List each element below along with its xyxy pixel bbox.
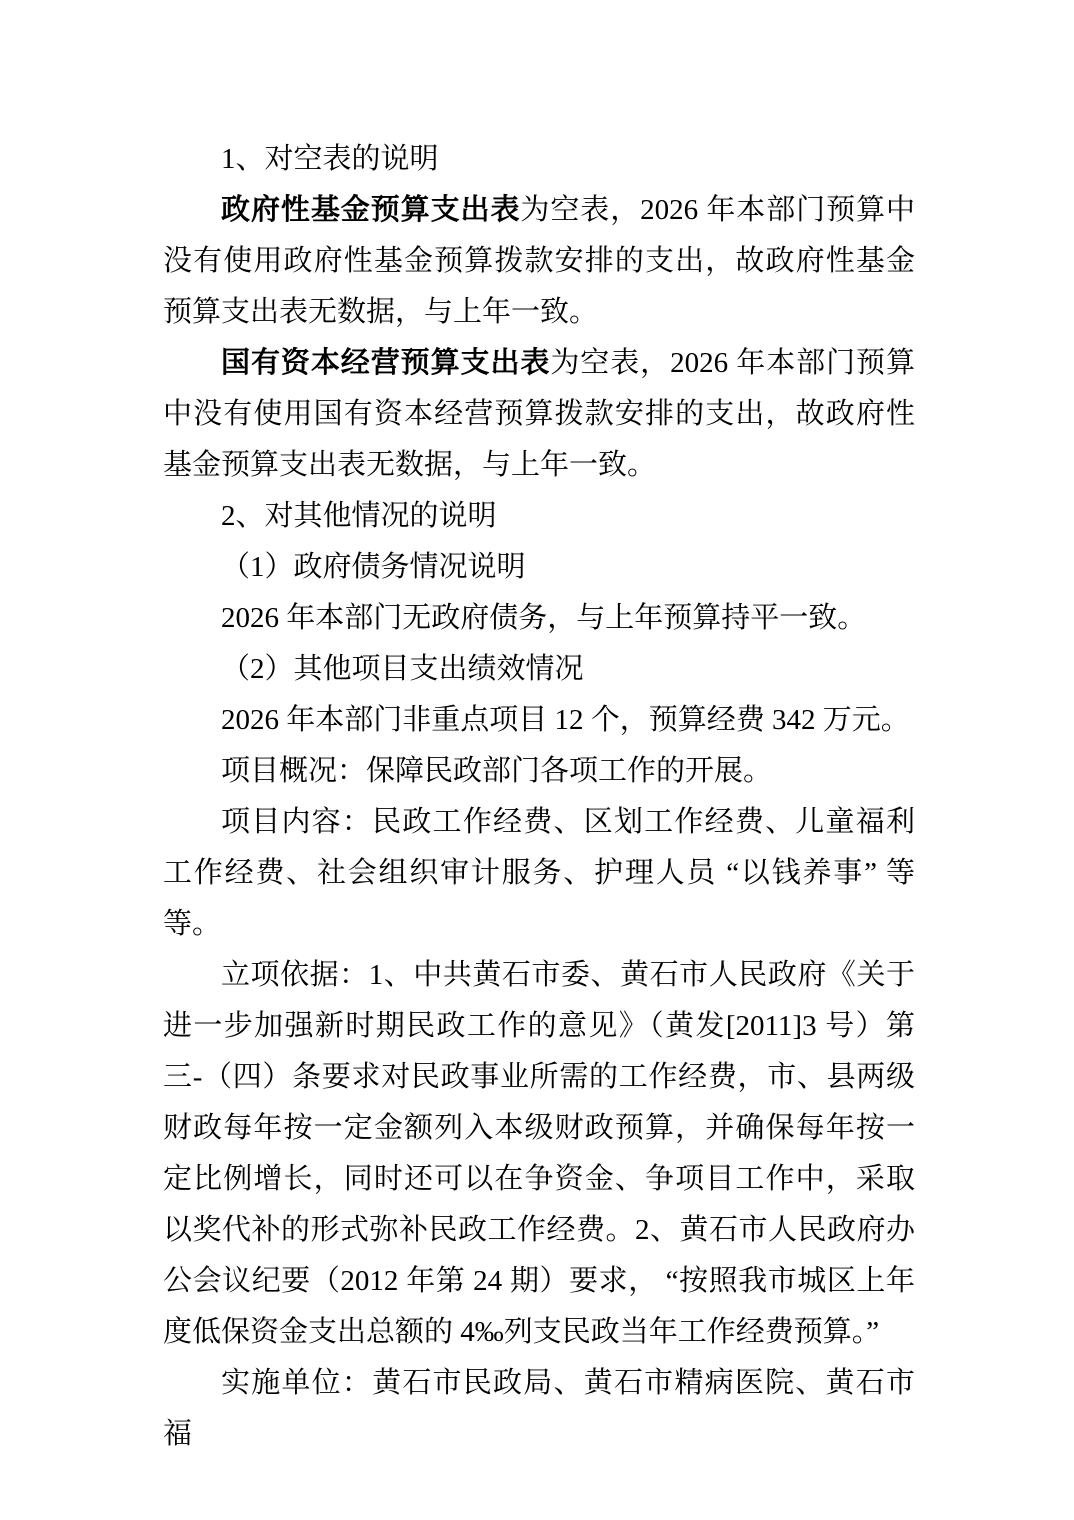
paragraph-government-debt: 2026 年本部门无政府债务，与上年预算持平一致。 [221, 602, 867, 634]
subheading-government-debt: （1）政府债务情况说明 [221, 551, 526, 583]
subheading-project-performance: （2）其他项目支出绩效情况 [221, 653, 584, 685]
paragraph-implementing-units: 实施单位：黄石市民政局、黄石市精病医院、黄石市福 [163, 1367, 915, 1450]
paragraph-project-basis: 立项依据：1、中共黄石市委、黄石市人民政府《关于进一步加强新时期民政工作的意见》（黄发[2011]3 号）第三-（四）条要求对民政事业所需的工作经费，市、县两级财政每年按一定金额列入本级财政预算，并确保每年按一定比例增长，同时还可以在争资金、争项目工作中，采取以奖代补的形式弥补民政工作经费。2、黄石市人民政府办公会议纪要（2012 年第 24 期）要求， “按照我市城区上年度低保资金支出总额的 4‰列支民政当年工作经费预算。” [163, 959, 915, 1348]
heading-empty-tables: 1、对空表的说明 [221, 143, 439, 175]
heading-other-situations: 2、对其他情况的说明 [221, 500, 497, 532]
paragraph-project-count: 2026 年本部门非重点项目 12 个，预算经费 342 万元。 [221, 704, 910, 736]
document-content [163, 134, 915, 1460]
paragraph-project-content: 项目内容：民政工作经费、区划工作经费、儿童福利工作经费、社会组织审计服务、护理人员 “以钱养事” 等等。 [163, 806, 915, 940]
state-capital-budget-table-label: 国有资本经营预算支出表 [221, 347, 551, 379]
paragraph-state-capital-budget [163, 338, 915, 491]
paragraph-project-overview: 项目概况：保障民政部门各项工作的开展。 [221, 755, 773, 787]
gov-fund-budget-table-label: 政府性基金预算支出表 [221, 194, 521, 226]
state-capital-budget-text: 为空表，2026 年本部门预算中没有使用国有资本经营预算拨款安排的支出，故政府性基金预算支出表无数据，与上年一致。 [163, 347, 915, 481]
paragraph-gov-fund-budget [163, 185, 915, 338]
gov-fund-budget-text: 为空表，2026 年本部门预算中没有使用政府性基金预算拨款安排的支出，故政府性基金预算支出表无数据，与上年一致。 [163, 194, 915, 328]
